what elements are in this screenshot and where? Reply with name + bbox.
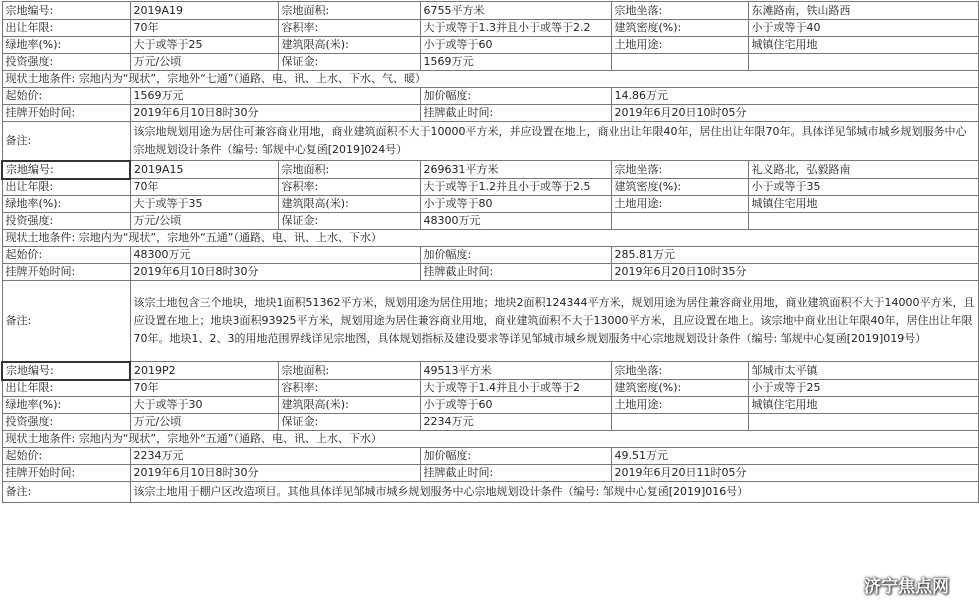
parcel-row-listing [2,264,978,281]
remark-label: 备注: [2,482,130,503]
parcel-row-green [2,196,978,213]
parcel-row-green [2,37,978,54]
land-use-label: 土地用途: [611,397,748,414]
far-value: 大于或等于1.4并且小于或等于2 [420,380,611,397]
investment-label: 投资强度: [2,213,130,230]
remark-value: 该宗土地用于棚户区改造项目。其他具体详见邹城市城乡规划服务中心宗地规划设计条件（编号: 邹规中心复函[2019]016号） [130,482,978,503]
deposit-value: 2234万元 [420,414,611,431]
land-condition: 现状土地条件: 宗地内为“现状”，宗地外“七通”（通路、电、讯、上水、下水、气、暖） [2,71,978,88]
parcel-row-green [2,397,978,414]
density-value: 小于或等于25 [748,380,978,397]
parcel-area-label: 宗地面积: [278,161,420,179]
parcel-row-code [2,362,978,380]
far-label: 容积率: [278,179,420,196]
term-value: 70年 [130,20,278,37]
density-label: 建筑密度(%): [611,20,748,37]
parcel-row-term [2,179,978,196]
land-condition: 现状土地条件: 宗地内为“现状”，宗地外“五通”（通路、电、讯、上水、下水） [2,230,978,247]
listing-end-label: 挂牌截止时间: [420,105,611,122]
density-value: 小于或等于40 [748,20,978,37]
wechat-icon [835,575,859,595]
watermark-text: 济宁焦点网 [864,577,949,597]
height-limit-label: 建筑限高(米): [278,196,420,213]
increment-label: 加价幅度: [420,247,611,264]
term-value: 70年 [130,380,278,397]
start-price-label: 起始价: [2,247,130,264]
term-label: 出让年限: [2,179,130,196]
parcel-row-condition [2,230,978,247]
start-price-value: 2234万元 [130,448,420,465]
parcel-code-label: 宗地编号: [2,161,130,179]
land-use-value: 城镇住宅用地 [748,397,978,414]
deposit-label: 保证金: [278,414,420,431]
listing-end-label: 挂牌截止时间: [420,465,611,482]
listing-end-value: 2019年6月20日10时35分 [611,264,978,281]
land-use-value: 城镇住宅用地 [748,196,978,213]
land-condition: 现状土地条件: 宗地内为“现状”，宗地外“五通”（通路、电、讯、上水、下水） [2,431,978,448]
increment-value: 285.81万元 [611,247,978,264]
listing-start-value: 2019年6月10日8时30分 [130,465,420,482]
density-value: 小于或等于35 [748,179,978,196]
parcel-row-remark [2,482,978,503]
increment-label: 加价幅度: [420,88,611,105]
term-value: 70年 [130,179,278,196]
parcel-row-remark [2,122,978,161]
parcel-row-remark [2,281,978,362]
parcel-location-label: 宗地坐落: [611,2,748,20]
increment-label: 加价幅度: [420,448,611,465]
parcel-row-invest [2,54,978,71]
density-label: 建筑密度(%): [611,380,748,397]
deposit-label: 保证金: [278,54,420,71]
parcel-row-term [2,380,978,397]
parcel-row-listing [2,105,978,122]
term-label: 出让年限: [2,20,130,37]
start-price-value: 1569万元 [130,88,420,105]
parcel-area-value: 49513平方米 [420,362,611,380]
parcel-location-label: 宗地坐落: [611,362,748,380]
parcel-area-value: 269631平方米 [420,161,611,179]
empty-cell [748,213,978,230]
listing-start-label: 挂牌开始时间: [2,264,130,281]
parcel-row-condition [2,71,978,88]
parcel-location-value: 东滩路南，铁山路西 [748,2,978,20]
empty-cell [611,54,748,71]
term-label: 出让年限: [2,380,130,397]
height-limit-label: 建筑限高(米): [278,397,420,414]
empty-cell [611,213,748,230]
far-label: 容积率: [278,20,420,37]
listing-start-value: 2019年6月10日8时30分 [130,105,420,122]
listing-start-label: 挂牌开始时间: [2,105,130,122]
land-use-label: 土地用途: [611,37,748,54]
increment-value: 14.86万元 [611,88,978,105]
investment-value: 万元/公顷 [130,414,278,431]
green-ratio-label: 绿地率(%): [2,37,130,54]
parcel-row-condition [2,431,978,448]
green-ratio-value: 大于或等于30 [130,397,278,414]
investment-label: 投资强度: [2,414,130,431]
height-limit-value: 小于或等于80 [420,196,611,213]
parcel-code-value: 2019P2 [130,362,278,380]
land-use-value: 城镇住宅用地 [748,37,978,54]
height-limit-value: 小于或等于60 [420,397,611,414]
empty-cell [748,54,978,71]
investment-value: 万元/公顷 [130,213,278,230]
parcel-row-code [2,2,978,20]
parcel-location-value: 邹城市太平镇 [748,362,978,380]
listing-end-label: 挂牌截止时间: [420,264,611,281]
height-limit-value: 小于或等于60 [420,37,611,54]
height-limit-label: 建筑限高(米): [278,37,420,54]
deposit-value: 1569万元 [420,54,611,71]
deposit-label: 保证金: [278,213,420,230]
green-ratio-label: 绿地率(%): [2,397,130,414]
listing-start-value: 2019年6月10日8时30分 [130,264,420,281]
parcel-row-price [2,448,978,465]
far-label: 容积率: [278,380,420,397]
land-use-label: 土地用途: [611,196,748,213]
parcel-row-code [2,161,978,179]
start-price-value: 48300万元 [130,247,420,264]
remark-label: 备注: [2,122,130,161]
land-listing-table [1,1,979,503]
far-value: 大于或等于1.3并且小于或等于2.2 [420,20,611,37]
parcel-code-value: 2019A15 [130,161,278,179]
green-ratio-value: 大于或等于25 [130,37,278,54]
listing-end-value: 2019年6月20日10时05分 [611,105,978,122]
green-ratio-value: 大于或等于35 [130,196,278,213]
investment-value: 万元/公顷 [130,54,278,71]
parcel-row-price [2,88,978,105]
start-price-label: 起始价: [2,448,130,465]
parcel-location-value: 礼义路北，弘毅路南 [748,161,978,179]
parcel-area-label: 宗地面积: [278,2,420,20]
green-ratio-label: 绿地率(%): [2,196,130,213]
empty-cell [611,414,748,431]
listing-start-label: 挂牌开始时间: [2,465,130,482]
remark-value: 该宗地规划用途为居住可兼容商业用地，商业建筑面积不大于10000平方米，并应设置在地上，商业出让年限40年，居住出让年限70年。具体详见邹城市城乡规划服务中心宗地规划设计条件（编号: 邹规中心复函[2019]024号） [130,122,978,161]
parcel-row-term [2,20,978,37]
far-value: 大于或等于1.2并且小于或等于2.5 [420,179,611,196]
parcel-area-label: 宗地面积: [278,362,420,380]
deposit-value: 48300万元 [420,213,611,230]
investment-label: 投资强度: [2,54,130,71]
watermark [835,572,949,597]
start-price-label: 起始价: [2,88,130,105]
density-label: 建筑密度(%): [611,179,748,196]
parcel-area-value: 6755平方米 [420,2,611,20]
remark-label: 备注: [2,281,130,362]
parcel-row-price [2,247,978,264]
increment-value: 49.51万元 [611,448,978,465]
parcel-row-invest [2,213,978,230]
parcel-code-value: 2019A19 [130,2,278,20]
parcel-row-invest [2,414,978,431]
remark-value: 该宗土地包含三个地块，地块1面积51362平方米，规划用途为居住用地；地块2面积124344平方米，规划用途为居住兼容商业用地，商业建筑面积不大于14000平方米，且应设置在地上；地块3面积93925平方米，规划用途为居住兼容商业用地，商业建筑面积不大于13000平方米，且应设置在地上。该宗地中商业出让年限40年，居住出让年限70年。地块1、2、3的用地范围界线详见宗地图，具体规划指标及建设要求等详见邹城市城乡规划服务中心宗地规划设计条件（编号: 邹规中心复函[2019]019号） [130,281,978,362]
parcel-code-label: 宗地编号: [2,362,130,380]
parcel-row-listing [2,465,978,482]
parcel-code-label: 宗地编号: [2,2,130,20]
parcel-location-label: 宗地坐落: [611,161,748,179]
empty-cell [748,414,978,431]
listing-end-value: 2019年6月20日11时05分 [611,465,978,482]
